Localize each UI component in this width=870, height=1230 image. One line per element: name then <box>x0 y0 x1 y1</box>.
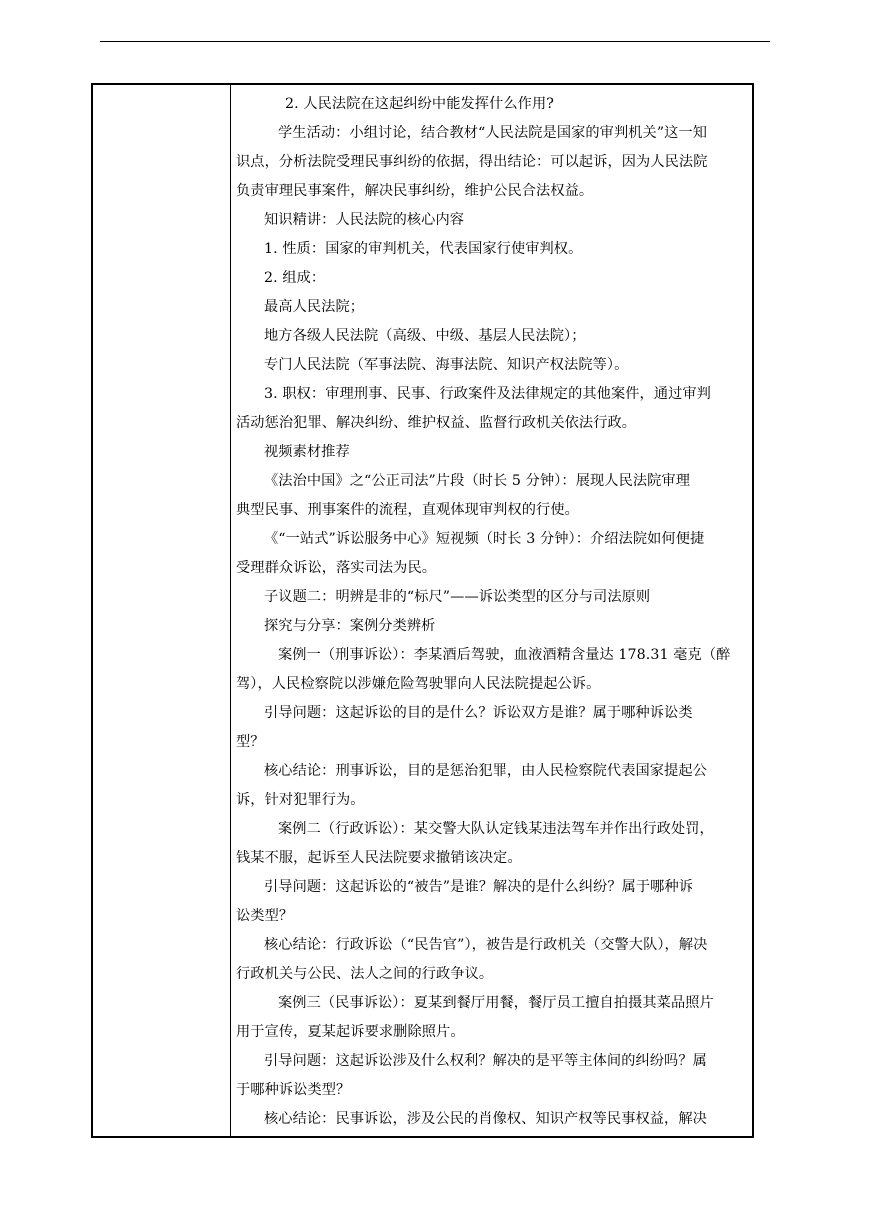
text-line: 引导问题：这起诉讼涉及什么权利？解决的是平等主体间的纠纷吗？属 <box>264 1053 707 1069</box>
text-line: 《法治中国》之“公正司法”片段（时长 5 分钟）：展现人民法院审理 <box>264 473 691 489</box>
text-line: 于哪种诉讼类型？ <box>236 1082 351 1098</box>
text-line: 核心结论：民事诉讼，涉及公民的肖像权、知识产权等民事权益，解决 <box>264 1111 707 1127</box>
text-line: 2. 人民法院在这起纠纷中能发挥什么作用? <box>285 96 554 112</box>
text-line: 行政机关与公民、法人之间的行政争议。 <box>236 966 494 982</box>
text-line: 用于宣传，夏某起诉要求删除照片。 <box>236 1024 465 1040</box>
text-line: 视频素材推荐 <box>264 444 350 460</box>
text-line: 核心结论：刑事诉讼，目的是惩治犯罪，由人民检察院代表国家提起公 <box>264 763 707 779</box>
text-line: 诉，针对犯罪行为。 <box>236 792 365 808</box>
text-line: 最高人民法院； <box>264 299 365 315</box>
text-line: 3. 职权：审理刑事、民事、行政案件及法律规定的其他案件，通过审判 <box>264 386 711 402</box>
text-line: 子议题二：明辨是非的“标尺”——诉讼类型的区分与司法原则 <box>264 589 651 605</box>
text-line: 学生活动：小组讨论，结合教材“人民法院是国家的审判机关”这一知 <box>278 125 708 141</box>
text-line: 地方各级人民法院（高级、中级、基层人民法院）； <box>264 328 586 344</box>
text-line: 1. 性质：国家的审判机关，代表国家行使审判权。 <box>264 241 583 257</box>
text-line: 案例三（民事诉讼）：夏某到餐厅用餐，餐厅员工擅自拍摄其菜品照片 <box>278 995 714 1011</box>
text-line: 《“一站式”诉讼服务中心》短视频（时长 3 分钟）：介绍法院如何便捷 <box>264 531 705 547</box>
text-line: 讼类型？ <box>236 908 294 924</box>
text-line: 2. 组成： <box>264 270 326 286</box>
text-line: 识点，分析法院受理民事纠纷的依据，得出结论：可以起诉，因为人民法院 <box>236 154 708 170</box>
text-line: 探究与分享：案例分类辨析 <box>264 618 436 634</box>
text-line: 活动惩治犯罪、解决纠纷、维护权益、监督行政机关依法行政。 <box>236 415 637 431</box>
text-line: 典型民事、刑事案件的流程，直观体现审判权的行使。 <box>236 502 579 518</box>
text-line: 受理群众诉讼，落实司法为民。 <box>236 560 437 576</box>
text-line: 案例一（刑事诉讼）：李某酒后驾驶，血液酒精含量达 178.31 毫克（醉 <box>278 647 731 663</box>
text-line: 案例二（行政诉讼）：某交警大队认定钱某违法驾车并作出行政处罚， <box>278 821 714 837</box>
header-rule <box>100 41 770 42</box>
text-line: 引导问题：这起诉讼的目的是什么？诉讼双方是谁？属于哪种诉讼类 <box>264 705 693 721</box>
lesson-table <box>91 83 754 1138</box>
left-column-cell <box>93 85 231 1136</box>
text-line: 引导问题：这起诉讼的“被告”是谁？解决的是什么纠纷？属于哪种诉 <box>264 879 694 895</box>
text-line: 专门人民法院（军事法院、海事法院、知识产权法院等）。 <box>264 357 629 373</box>
text-line: 知识精讲：人民法院的核心内容 <box>264 212 465 228</box>
text-line: 负责审理民事案件，解决民事纠纷，维护公民合法权益。 <box>236 183 594 199</box>
text-line: 型？ <box>236 734 265 750</box>
text-line: 驾），人民检察院以涉嫌危险驾驶罪向人民法院提起公诉。 <box>236 676 601 692</box>
text-line: 钱某不服，起诉至人民法院要求撤销该决定。 <box>236 850 522 866</box>
content-cell <box>231 85 752 1136</box>
text-line: 核心结论：行政诉讼（“民告官”），被告是行政机关（交警大队），解决 <box>264 937 708 953</box>
